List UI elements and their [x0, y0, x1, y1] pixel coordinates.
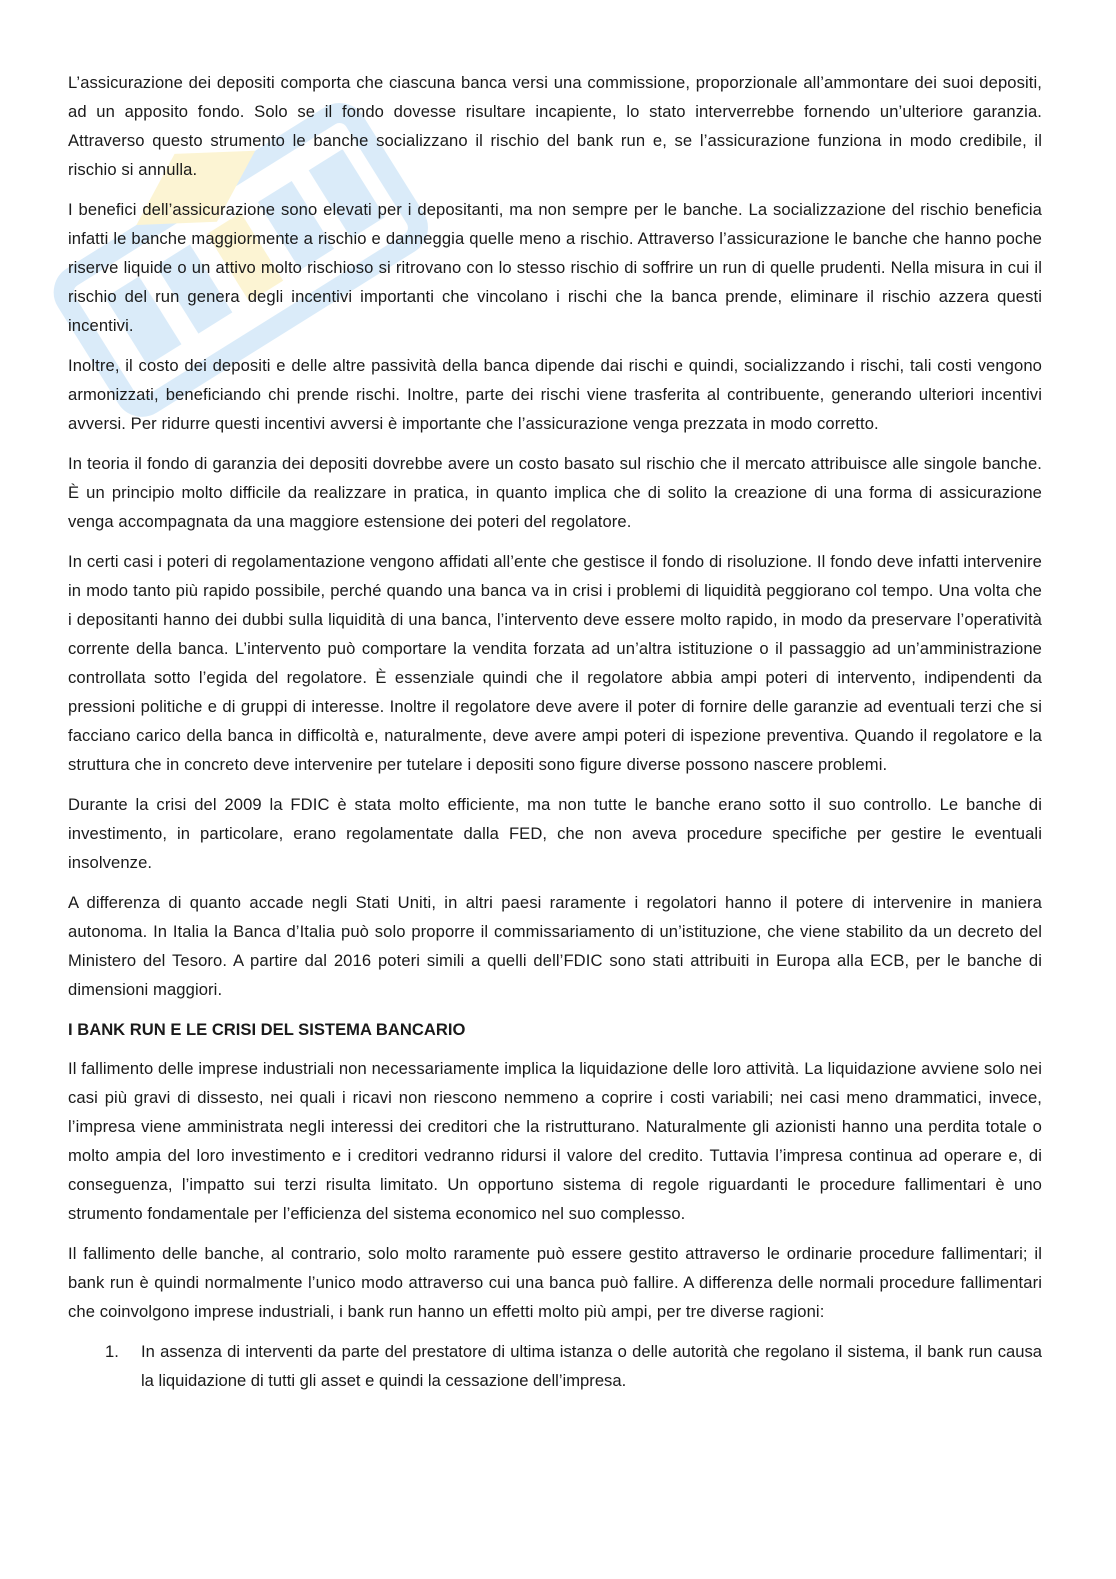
- paragraph: A differenza di quanto accade negli Stati Uniti, in altri paesi raramente i regolatori hanno il potere di intervenire in maniera autonoma. In Italia la Banca d’Italia può solo proporre il commissariamento di un’istituzione, che viene stabilito da un decreto del Ministero del Tesoro. A partire dal 2016 poteri simili a quelli dell’FDIC sono stati attribuiti in Europa alla ECB, per le banche di dimensioni maggiori.: [68, 893, 1042, 999]
- paragraph: In certi casi i poteri di regolamentazione vengono affidati all’ente che gestisce il fondo di risoluzione. Il fondo deve infatti intervenire in modo tanto più rapido possibile, perché quando una banca va in crisi i problemi di liquidità peggiorano col tempo. Una volta che i depositanti hanno dei dubbi sulla liquidità di una banca, l’intervento deve essere molto rapido, in modo da preservare l’operatività corrente della banca. L’intervento può comportare la vendita forzata ad un’altra istituzione o il passaggio ad un’amministrazione controllata sotto l’egida del regolatore. È essenziale quindi che il regolatore abbia ampi poteri di intervento, indipendenti da pressioni politiche e di gruppi di interesse. Inoltre il regolatore deve avere il poter di fornire delle garanzie ad eventuali terzi che si facciano carico della banca in difficoltà e, naturalmente, deve avere ampi poteri di ispezione preventiva. Quando il regolatore e la struttura che in concreto deve intervenire per tutelare i depositi sono figure diverse possono nascere problemi.: [68, 552, 1042, 774]
- list-item-text: In assenza di interventi da parte del prestatore di ultima istanza o delle autorità che regolano il sistema, il bank run causa la liquidazione di tutti gli asset e quindi la cessazione dell’impresa.: [141, 1342, 1042, 1390]
- section-heading: I BANK RUN E LE CRISI DEL SISTEMA BANCARIO: [68, 1020, 466, 1039]
- paragraph: In teoria il fondo di garanzia dei depositi dovrebbe avere un costo basato sul rischio che il mercato attribuisce alle singole banche. È un principio molto difficile da realizzare in pratica, in quanto implica che di solito la creazione di una forma di assicurazione venga accompagnata da una maggiore estensione dei poteri del regolatore.: [68, 454, 1042, 531]
- paragraph: Il fallimento delle imprese industriali non necessariamente implica la liquidazione delle loro attività. La liquidazione avviene solo nei casi più gravi di dissesto, nei quali i ricavi non riescono nemmeno a coprire i costi variabili; nei casi meno drammatici, invece, l’impresa viene amministrata negli interessi dei creditori che la ristrutturano. Naturalmente gli azionisti hanno una perdita totale o molto ampia del loro investimento e i creditori vedranno ridursi il valore del credito. Tuttavia l’impresa continua ad operare e, di conseguenza, l’impatto sui terzi risulta limitato. Un opportuno sistema di regole riguardanti le procedure fallimentari è uno strumento fondamentale per l’efficienza del sistema economico nel suo complesso.: [68, 1059, 1042, 1223]
- paragraph: Il fallimento delle banche, al contrario, solo molto raramente può essere gestito attraverso le ordinarie procedure fallimentari; il bank run è quindi normalmente l’unico modo attraverso cui una banca può fallire. A differenza delle normali procedure fallimentari che coinvolgono imprese industriali, i bank run hanno un effetti molto più ampi, per tre diverse ragioni:: [68, 1244, 1042, 1321]
- paragraph: I benefici dell’assicurazione sono elevati per i depositanti, ma non sempre per le banche. La socializzazione del rischio beneficia infatti le banche maggiormente a rischio e danneggia quelle meno a rischio. Attraverso l’assicurazione le banche che hanno poche riserve liquide o un attivo molto rischioso si ritrovano con lo stesso rischio di soffrire un run di quelle prudenti. Nella misura in cui il rischio del run genera degli incentivi importanti che vincolano i rischi che la banca prende, eliminare il rischio azzera questi incentivi.: [68, 200, 1042, 335]
- paragraph: Durante la crisi del 2009 la FDIC è stata molto efficiente, ma non tutte le banche erano sotto il suo controllo. Le banche di investimento, in particolare, erano regolamentate dalla FED, che non aveva procedure specifiche per gestire le eventuali insolvenze.: [68, 795, 1042, 872]
- paragraphs-top: [68, 68, 1042, 1004]
- list-item: [68, 1337, 1042, 1395]
- paragraph: Inoltre, il costo dei depositi e delle altre passività della banca dipende dai rischi e quindi, socializzando i rischi, tali costi vengono armonizzati, beneficiando chi prende rischi. Inoltre, parte dei rischi viene trasferita al contribuente, generando ulteriori incentivi avversi. Per ridurre questi incentivi avversi è importante che l’assicurazione venga prezzata in modo corretto.: [68, 356, 1042, 433]
- list-item-number: 1.: [105, 1342, 119, 1361]
- paragraph: L’assicurazione dei depositi comporta che ciascuna banca versi una commissione, proporzionale all’ammontare dei suoi depositi, ad un apposito fondo. Solo se il fondo dovesse risultare incapiente, lo stato interverrebbe fornendo un’ulteriore garanzia. Attraverso questo strumento le banche socializzano il rischio del bank run e, se l’assicurazione funziona in modo credibile, il rischio si annulla.: [68, 73, 1042, 179]
- numbered-list: [68, 1337, 1042, 1395]
- paragraphs-bottom: [68, 1054, 1042, 1326]
